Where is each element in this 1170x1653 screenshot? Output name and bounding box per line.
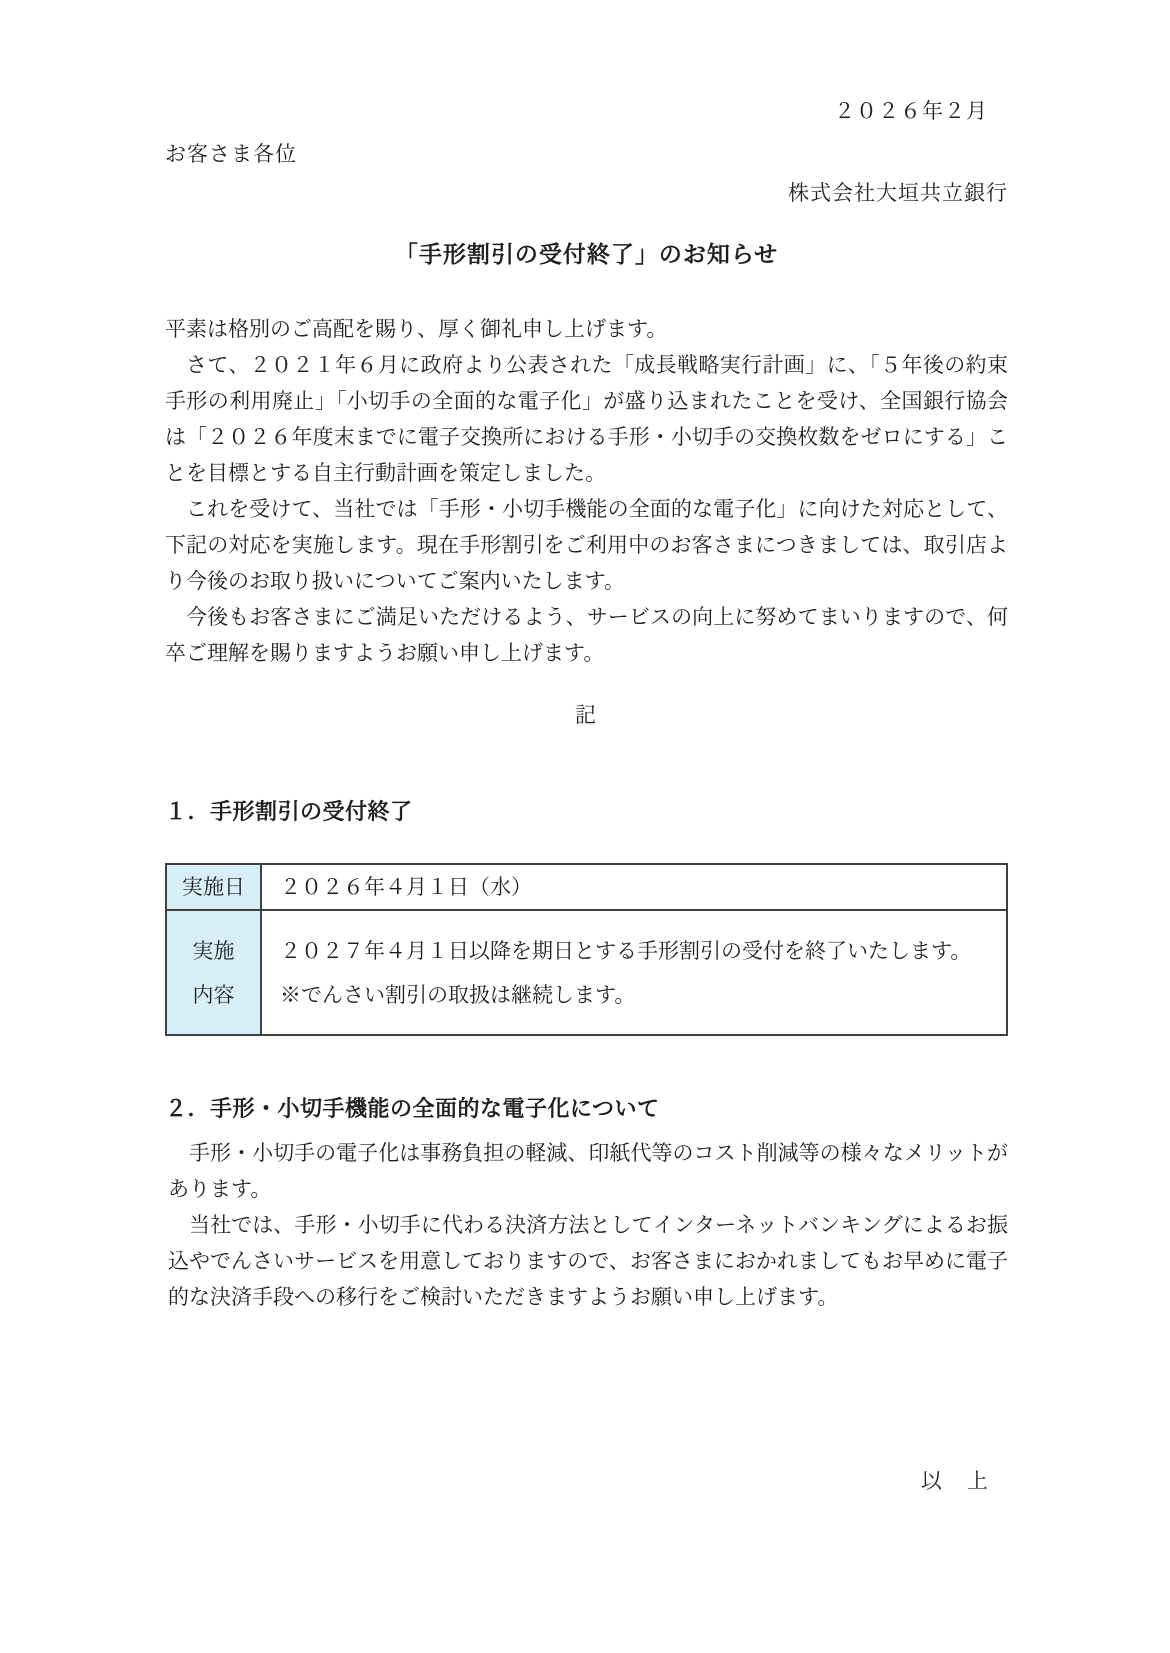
- paragraph-greeting: 平素は格別のご高配を賜り、厚く御礼申し上げます。: [165, 317, 668, 341]
- company-name: 株式会社大垣共立銀行: [788, 181, 1008, 205]
- table-label-details-line1: 実施: [192, 938, 235, 963]
- table-label-date: 実施日: [166, 864, 261, 910]
- paragraph-background: さて、２０２１年６月に政府より公表された「成長戦略実行計画」に、「５年後の約束手形の利用廃止」「小切手の全面的な電子化」が盛り込まれたことを受け、全国銀行協会は「２０２６年度末までに電子交換所における手形・小切手の交換枚数をゼロにする」ことを目標とする自主行動計画を策定しました。: [165, 353, 1008, 485]
- table-row-date: [166, 864, 1007, 910]
- table-value-details-line1: ２０２７年４月１日以降を期日とする手形割引の受付を終了いたします。: [280, 938, 972, 963]
- implementation-table: [165, 863, 1008, 1036]
- section2-paragraphs: [165, 1135, 1008, 1315]
- closing-marker: 以 上: [921, 1469, 990, 1493]
- section1-heading: １．手形割引の受付終了: [165, 799, 413, 824]
- table-label-details: [166, 910, 261, 1035]
- ki-marker: 記: [575, 703, 598, 727]
- paragraph-merit: 手形・小切手の電子化は事務負担の軽減、印紙代等のコスト削減等の様々なメリットがあります。: [168, 1141, 1008, 1201]
- section2-heading: ２．手形・小切手機能の全面的な電子化について: [165, 1096, 660, 1121]
- document-date: ２０２６年２月: [834, 99, 988, 123]
- document-title: 「手形割引の受付終了」のお知らせ: [394, 241, 779, 267]
- paragraph-migration: 当社では、手形・小切手に代わる決済方法としてインターネットバンキングによるお振込やでんさいサービスを用意しておりますので、お客さまにおかれましてもお早めに電子的な決済手段への移行をご検討いただきますようお願い申し上げます。: [168, 1213, 1008, 1309]
- table-value-details: [261, 910, 1007, 1035]
- recipient-line: お客さま各位: [165, 142, 297, 166]
- table-value-details-line2: ※でんさい割引の取扱は継続します。: [280, 982, 636, 1007]
- paragraph-request: 今後もお客さまにご満足いただけるよう、サービスの向上に努めてまいりますので、何卒ご理解を賜りますようお願い申し上げます。: [165, 605, 1008, 665]
- body-paragraphs: [165, 311, 1008, 671]
- table-label-details-line2: 内容: [192, 982, 235, 1007]
- table-value-date: ２０２６年４月１日（水）: [261, 864, 1007, 910]
- paragraph-response: これを受けて、当社では「手形・小切手機能の全面的な電子化」に向けた対応として、下記の対応を実施します。現在手形割引をご利用中のお客さまにつきましては、取引店より今後のお取り扱いについてご案内いたします。: [165, 497, 1008, 593]
- table-row-details: [166, 910, 1007, 1035]
